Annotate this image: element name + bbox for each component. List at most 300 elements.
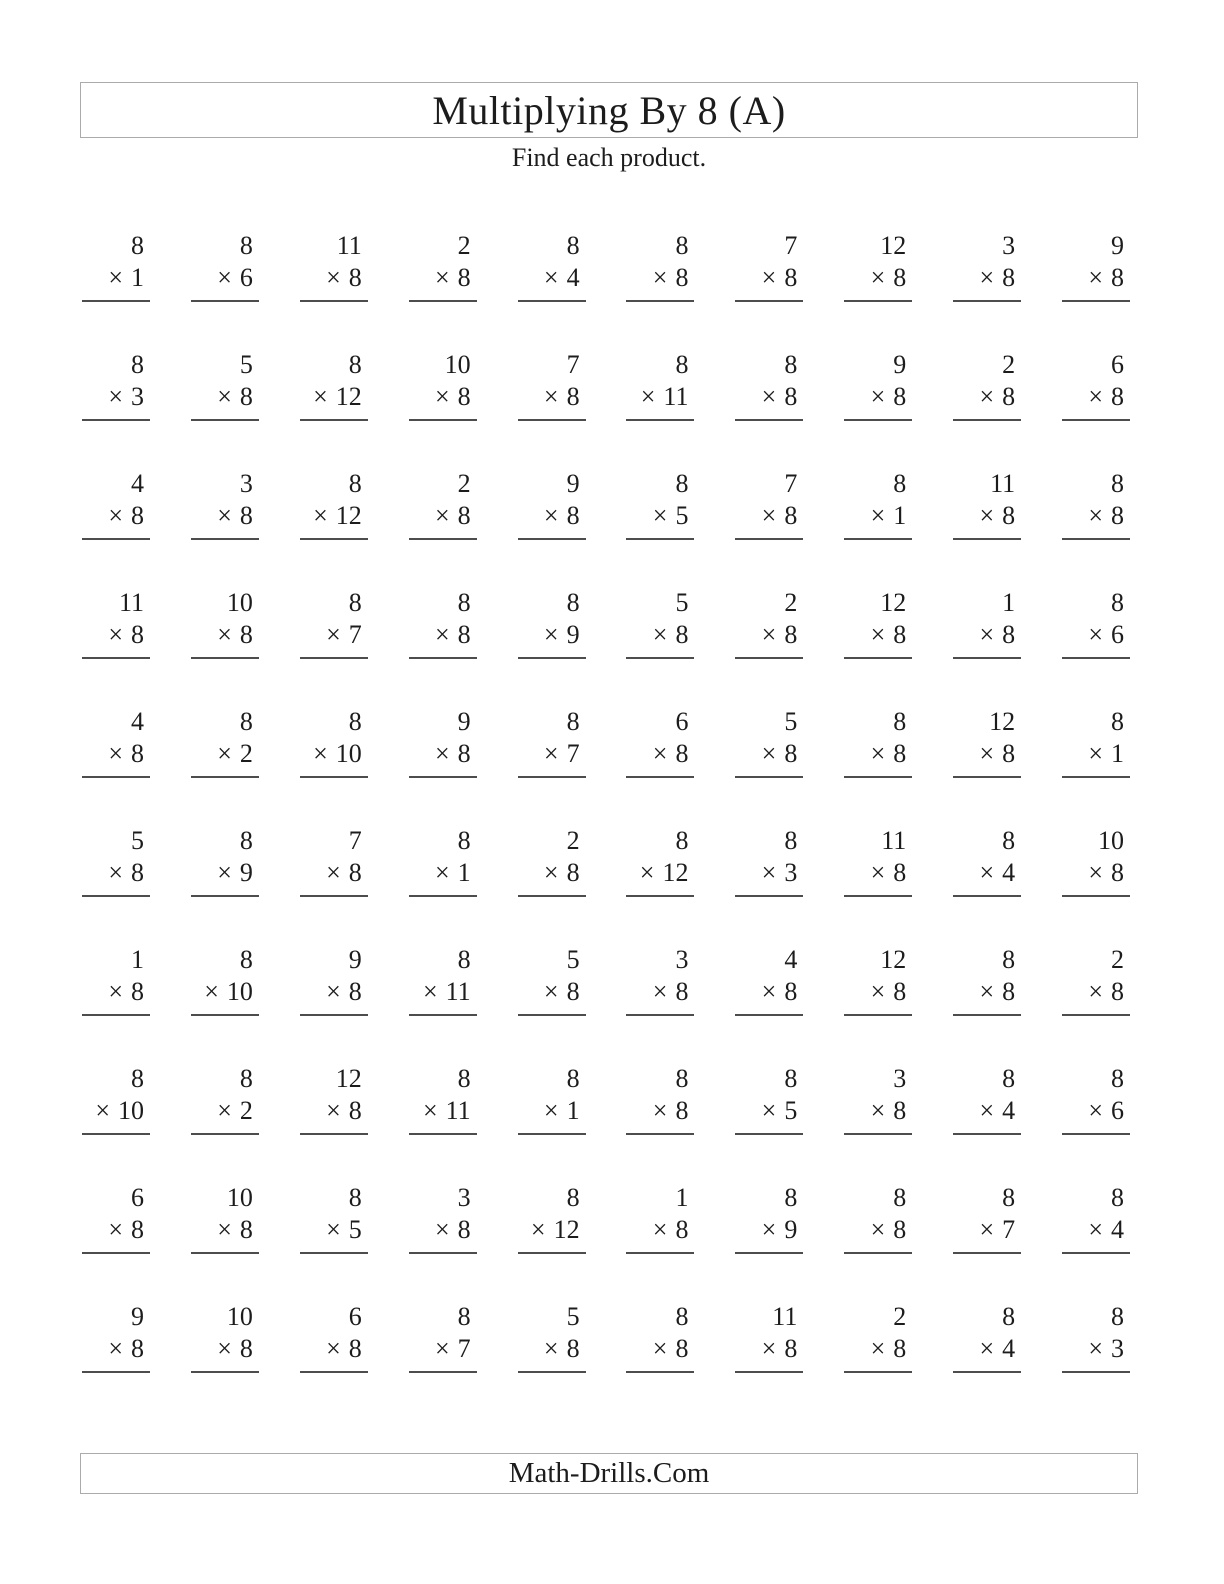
multiplicand: 8 — [566, 1064, 580, 1093]
multiplicand: 8 — [1002, 1183, 1016, 1212]
multiplier: 8 — [675, 1215, 689, 1244]
multiplier-row — [518, 976, 586, 1008]
multiplicand: 8 — [675, 469, 689, 498]
multiplier-row — [844, 619, 912, 651]
times-sign: × — [217, 858, 232, 887]
times-sign: × — [761, 263, 777, 292]
multiplier: 8 — [239, 382, 253, 411]
answer-line — [626, 1014, 694, 1016]
multiplicand: 1 — [131, 945, 144, 974]
multiplier: 8 — [566, 382, 580, 411]
answer-line — [844, 895, 912, 897]
multiplier: 8 — [348, 858, 362, 887]
answer-line — [735, 1252, 803, 1254]
multiplicand: 11 — [990, 469, 1016, 498]
multiplication-problem — [82, 1051, 150, 1170]
multiplication-problem — [1062, 1170, 1130, 1289]
answer-line — [409, 300, 477, 302]
multiplier: 8 — [893, 620, 907, 649]
multiplicand: 8 — [131, 350, 144, 379]
answer-line — [735, 1371, 803, 1373]
multiplier-row — [191, 1333, 259, 1365]
multiplication-problem — [735, 932, 803, 1051]
answer-line — [735, 895, 803, 897]
multiplier-row — [735, 262, 803, 294]
multiplier: 1 — [131, 263, 144, 292]
multiplier: 8 — [675, 1334, 689, 1363]
multiplication-problem — [953, 1170, 1021, 1289]
multiplicand: 8 — [131, 231, 144, 260]
multiplicand: 10 — [444, 350, 471, 379]
multiplication-problem — [953, 1289, 1021, 1408]
multiplier-row — [844, 381, 912, 413]
multiplier-row — [300, 619, 368, 651]
multiplier: 4 — [1002, 858, 1016, 887]
multiplication-problem — [191, 456, 259, 575]
answer-line — [844, 300, 912, 302]
multiplier: 9 — [239, 858, 253, 887]
multiplicand: 8 — [1111, 1302, 1125, 1331]
multiplicand: 12 — [335, 1064, 362, 1093]
times-sign: × — [108, 1334, 123, 1363]
multiplicand: 8 — [893, 1183, 907, 1212]
multiplier-row — [953, 1095, 1021, 1127]
multiplication-problem — [844, 813, 912, 932]
footer-box — [80, 1453, 1138, 1494]
multiplication-problem — [300, 337, 368, 456]
multiplier: 8 — [1111, 977, 1125, 1006]
times-sign: × — [108, 501, 123, 530]
answer-line — [626, 657, 694, 659]
multiplier-row — [735, 1214, 803, 1246]
multiplier: 8 — [784, 739, 798, 768]
times-sign: × — [870, 1096, 886, 1125]
answer-line — [953, 1014, 1021, 1016]
answer-line — [518, 1014, 586, 1016]
multiplicand: 8 — [784, 1064, 798, 1093]
multiplier-row — [191, 381, 259, 413]
multiplier-row — [953, 619, 1021, 651]
multiplicand: 1 — [1002, 588, 1016, 617]
answer-line — [300, 1133, 368, 1135]
multiplier-row — [409, 1214, 477, 1246]
multiplier-row — [953, 857, 1021, 889]
answer-line — [1062, 419, 1130, 421]
times-sign: × — [326, 620, 341, 649]
times-sign: × — [870, 620, 886, 649]
multiplicand: 5 — [675, 588, 689, 617]
multiplication-problem — [735, 456, 803, 575]
times-sign: × — [435, 1334, 450, 1363]
multiplier-row — [82, 738, 150, 770]
multiplication-problem — [409, 218, 477, 337]
multiplicand: 8 — [239, 945, 253, 974]
multiplier-row — [191, 1095, 259, 1127]
multiplier-row — [300, 976, 368, 1008]
multiplication-problem — [844, 218, 912, 337]
multiplier-row — [518, 500, 586, 532]
multiplier: 8 — [457, 382, 471, 411]
answer-line — [409, 895, 477, 897]
multiplicand: 6 — [131, 1183, 144, 1212]
times-sign: × — [422, 977, 438, 1006]
multiplier-row — [191, 619, 259, 651]
times-sign: × — [313, 382, 328, 411]
multiplier: 8 — [239, 501, 253, 530]
answer-line — [735, 300, 803, 302]
multiplier: 8 — [784, 977, 798, 1006]
answer-line — [191, 419, 259, 421]
times-sign: × — [761, 1334, 777, 1363]
times-sign: × — [870, 1334, 886, 1363]
multiplier: 8 — [675, 1096, 689, 1125]
multiplier-row — [191, 738, 259, 770]
multiplier-row — [409, 619, 477, 651]
multiplicand: 8 — [566, 1183, 580, 1212]
multiplier-row — [1062, 738, 1130, 770]
multiplication-problem — [191, 694, 259, 813]
multiplier-row — [735, 738, 803, 770]
multiplier: 8 — [348, 1334, 362, 1363]
answer-line — [953, 895, 1021, 897]
multiplication-problem — [82, 337, 150, 456]
times-sign: × — [761, 858, 777, 887]
multiplicand: 4 — [131, 469, 144, 498]
multiplication-problem — [953, 456, 1021, 575]
times-sign: × — [1088, 501, 1104, 530]
multiplier-row — [844, 738, 912, 770]
multiplier: 8 — [131, 501, 144, 530]
answer-line — [626, 776, 694, 778]
multiplier-row — [626, 857, 694, 889]
answer-line — [82, 1014, 150, 1016]
times-sign: × — [313, 501, 328, 530]
multiplication-problem — [626, 1170, 694, 1289]
answer-line — [300, 776, 368, 778]
multiplier-row — [626, 1333, 694, 1365]
multiplier: 8 — [675, 620, 689, 649]
multiplicand: 8 — [1002, 1064, 1016, 1093]
times-sign: × — [435, 1215, 450, 1244]
times-sign: × — [435, 739, 450, 768]
answer-line — [953, 1371, 1021, 1373]
multiplier-row — [844, 976, 912, 1008]
multiplication-problem — [626, 218, 694, 337]
multiplicand: 7 — [784, 231, 798, 260]
multiplicand: 2 — [566, 826, 580, 855]
multiplier-row — [1062, 381, 1130, 413]
multiplier-row — [844, 1095, 912, 1127]
multiplier: 6 — [1111, 620, 1125, 649]
times-sign: × — [217, 620, 232, 649]
multiplication-problem — [953, 813, 1021, 932]
answer-line — [626, 1252, 694, 1254]
multiplier-row — [1062, 976, 1130, 1008]
multiplier: 8 — [348, 263, 362, 292]
answer-line — [300, 419, 368, 421]
multiplier: 12 — [335, 501, 362, 530]
answer-line — [844, 538, 912, 540]
multiplication-problem — [409, 1051, 477, 1170]
multiplier: 8 — [1111, 858, 1125, 887]
multiplicand: 3 — [239, 469, 253, 498]
multiplier-row — [82, 857, 150, 889]
multiplication-problem — [409, 1289, 477, 1408]
answer-line — [191, 1371, 259, 1373]
multiplier: 8 — [457, 620, 471, 649]
multiplication-problem — [1062, 218, 1130, 337]
answer-line — [626, 419, 694, 421]
multiplication-problem — [518, 1289, 586, 1408]
multiplication-problem — [844, 575, 912, 694]
multiplication-problem — [82, 694, 150, 813]
answer-line — [735, 1014, 803, 1016]
multiplier: 2 — [239, 1096, 253, 1125]
multiplicand: 5 — [239, 350, 253, 379]
multiplication-problem — [300, 813, 368, 932]
multiplicand: 8 — [239, 231, 253, 260]
multiplication-problem — [1062, 456, 1130, 575]
multiplier-row — [1062, 857, 1130, 889]
multiplier-row — [953, 1214, 1021, 1246]
times-sign: × — [1088, 858, 1104, 887]
multiplicand: 8 — [457, 826, 471, 855]
answer-line — [844, 419, 912, 421]
multiplier-row — [953, 976, 1021, 1008]
multiplication-problem — [300, 932, 368, 1051]
multiplier-row — [1062, 262, 1130, 294]
multiplier: 9 — [566, 620, 580, 649]
multiplier-row — [953, 500, 1021, 532]
answer-line — [191, 538, 259, 540]
multiplier-row — [626, 619, 694, 651]
multiplier-row — [844, 1333, 912, 1365]
answer-line — [844, 1133, 912, 1135]
multiplier: 8 — [1002, 382, 1016, 411]
multiplier-row — [518, 262, 586, 294]
multiplier: 5 — [784, 1096, 798, 1125]
times-sign: × — [979, 1215, 995, 1244]
multiplication-problem — [735, 813, 803, 932]
multiplier: 6 — [1111, 1096, 1125, 1125]
times-sign: × — [326, 1334, 341, 1363]
multiplication-problem — [953, 932, 1021, 1051]
multiplicand: 8 — [348, 707, 362, 736]
times-sign: × — [979, 501, 995, 530]
multiplier: 8 — [566, 977, 580, 1006]
multiplier: 1 — [457, 858, 471, 887]
multiplicand: 2 — [1111, 945, 1125, 974]
times-sign: × — [543, 1334, 559, 1363]
multiplication-problem — [518, 1170, 586, 1289]
multiplier-row — [409, 857, 477, 889]
multiplier: 8 — [131, 620, 144, 649]
multiplier: 12 — [662, 858, 689, 887]
times-sign: × — [979, 977, 995, 1006]
multiplier-row — [735, 1333, 803, 1365]
multiplier-row — [82, 619, 150, 651]
multiplier-row — [735, 976, 803, 1008]
multiplicand: 9 — [348, 945, 362, 974]
footer-site-name: Math-Drills.Com — [508, 1457, 710, 1489]
answer-line — [844, 1371, 912, 1373]
multiplicand: 8 — [457, 1064, 471, 1093]
answer-line — [844, 1252, 912, 1254]
multiplier-row — [300, 1095, 368, 1127]
answer-line — [626, 895, 694, 897]
multiplicand: 8 — [1111, 1064, 1125, 1093]
answer-line — [735, 657, 803, 659]
multiplication-problem — [626, 813, 694, 932]
multiplier-row — [735, 857, 803, 889]
times-sign: × — [761, 620, 777, 649]
multiplier-row — [82, 1214, 150, 1246]
times-sign: × — [761, 739, 777, 768]
answer-line — [1062, 1252, 1130, 1254]
multiplication-problem — [735, 1170, 803, 1289]
multiplier: 5 — [348, 1215, 362, 1244]
times-sign: × — [652, 501, 668, 530]
multiplier-row — [300, 500, 368, 532]
multiplication-problem — [518, 1051, 586, 1170]
multiplier-row — [1062, 1333, 1130, 1365]
answer-line — [409, 1133, 477, 1135]
multiplication-problem — [518, 218, 586, 337]
times-sign: × — [204, 977, 219, 1006]
title-box — [80, 82, 1138, 138]
multiplication-problem — [626, 1051, 694, 1170]
multiplication-problem — [300, 694, 368, 813]
page-title: Multiplying By 8 (A) — [432, 87, 786, 133]
multiplier: 10 — [226, 977, 253, 1006]
answer-line — [191, 1252, 259, 1254]
times-sign: × — [326, 1215, 341, 1244]
multiplication-problem — [1062, 1051, 1130, 1170]
multiplication-problem — [518, 694, 586, 813]
multiplier: 8 — [348, 1096, 362, 1125]
answer-line — [953, 657, 1021, 659]
multiplicand: 8 — [784, 826, 798, 855]
times-sign: × — [979, 858, 995, 887]
multiplication-problem — [518, 813, 586, 932]
multiplier: 5 — [675, 501, 689, 530]
times-sign: × — [1088, 263, 1104, 292]
multiplication-problem — [409, 575, 477, 694]
multiplicand: 8 — [566, 707, 580, 736]
times-sign: × — [435, 263, 450, 292]
answer-line — [735, 538, 803, 540]
multiplier-row — [300, 1333, 368, 1365]
times-sign: × — [326, 1096, 341, 1125]
multiplier: 8 — [893, 1334, 907, 1363]
answer-line — [953, 1133, 1021, 1135]
answer-line — [735, 419, 803, 421]
multiplication-problem — [518, 575, 586, 694]
multiplier-row — [300, 1214, 368, 1246]
multiplier: 8 — [1111, 501, 1125, 530]
times-sign: × — [435, 620, 450, 649]
multiplicand: 12 — [880, 231, 907, 260]
multiplier: 8 — [457, 1215, 471, 1244]
times-sign: × — [652, 620, 668, 649]
times-sign: × — [652, 1334, 668, 1363]
multiplicand: 5 — [131, 826, 144, 855]
multiplier-row — [1062, 1214, 1130, 1246]
multiplicand: 12 — [989, 707, 1016, 736]
times-sign: × — [761, 1096, 777, 1125]
answer-line — [844, 1014, 912, 1016]
multiplication-problem — [844, 456, 912, 575]
multiplier-row — [409, 262, 477, 294]
multiplication-problem — [191, 575, 259, 694]
times-sign: × — [530, 1215, 546, 1244]
multiplicand: 8 — [675, 1064, 689, 1093]
multiplicand: 3 — [893, 1064, 907, 1093]
times-sign: × — [1088, 1334, 1104, 1363]
answer-line — [1062, 657, 1130, 659]
answer-line — [300, 895, 368, 897]
times-sign: × — [979, 620, 995, 649]
answer-line — [844, 776, 912, 778]
times-sign: × — [1088, 1215, 1104, 1244]
multiplier-row — [953, 1333, 1021, 1365]
multiplier-row — [409, 381, 477, 413]
multiplier-row — [82, 381, 150, 413]
multiplicand: 8 — [1111, 588, 1125, 617]
times-sign: × — [326, 263, 341, 292]
multiplicand: 3 — [675, 945, 689, 974]
multiplicand: 7 — [566, 350, 580, 379]
multiplier-row — [844, 500, 912, 532]
times-sign: × — [543, 977, 559, 1006]
multiplication-problem — [953, 337, 1021, 456]
multiplier: 8 — [239, 1334, 253, 1363]
times-sign: × — [870, 1215, 886, 1244]
multiplicand: 8 — [457, 1302, 471, 1331]
multiplication-problem — [626, 932, 694, 1051]
times-sign: × — [1088, 620, 1104, 649]
multiplication-problem — [191, 932, 259, 1051]
multiplier: 11 — [445, 1096, 471, 1125]
times-sign: × — [543, 382, 559, 411]
multiplier-row — [191, 976, 259, 1008]
multiplier-row — [300, 738, 368, 770]
times-sign: × — [870, 382, 886, 411]
multiplier: 4 — [1002, 1334, 1016, 1363]
answer-line — [735, 776, 803, 778]
multiplication-problem — [1062, 932, 1130, 1051]
multiplication-problem — [844, 337, 912, 456]
times-sign: × — [217, 501, 232, 530]
answer-line — [82, 895, 150, 897]
times-sign: × — [979, 739, 995, 768]
multiplicand: 3 — [457, 1183, 471, 1212]
multiplier: 8 — [675, 739, 689, 768]
times-sign: × — [108, 263, 123, 292]
times-sign: × — [761, 501, 777, 530]
multiplication-problem — [844, 1289, 912, 1408]
times-sign: × — [108, 382, 123, 411]
times-sign: × — [1088, 1096, 1104, 1125]
times-sign: × — [1088, 382, 1104, 411]
times-sign: × — [979, 382, 995, 411]
multiplication-problem — [409, 932, 477, 1051]
multiplier: 8 — [131, 1334, 144, 1363]
times-sign: × — [652, 1215, 668, 1244]
multiplier: 7 — [566, 739, 580, 768]
multiplier: 8 — [566, 501, 580, 530]
times-sign: × — [108, 1215, 123, 1244]
